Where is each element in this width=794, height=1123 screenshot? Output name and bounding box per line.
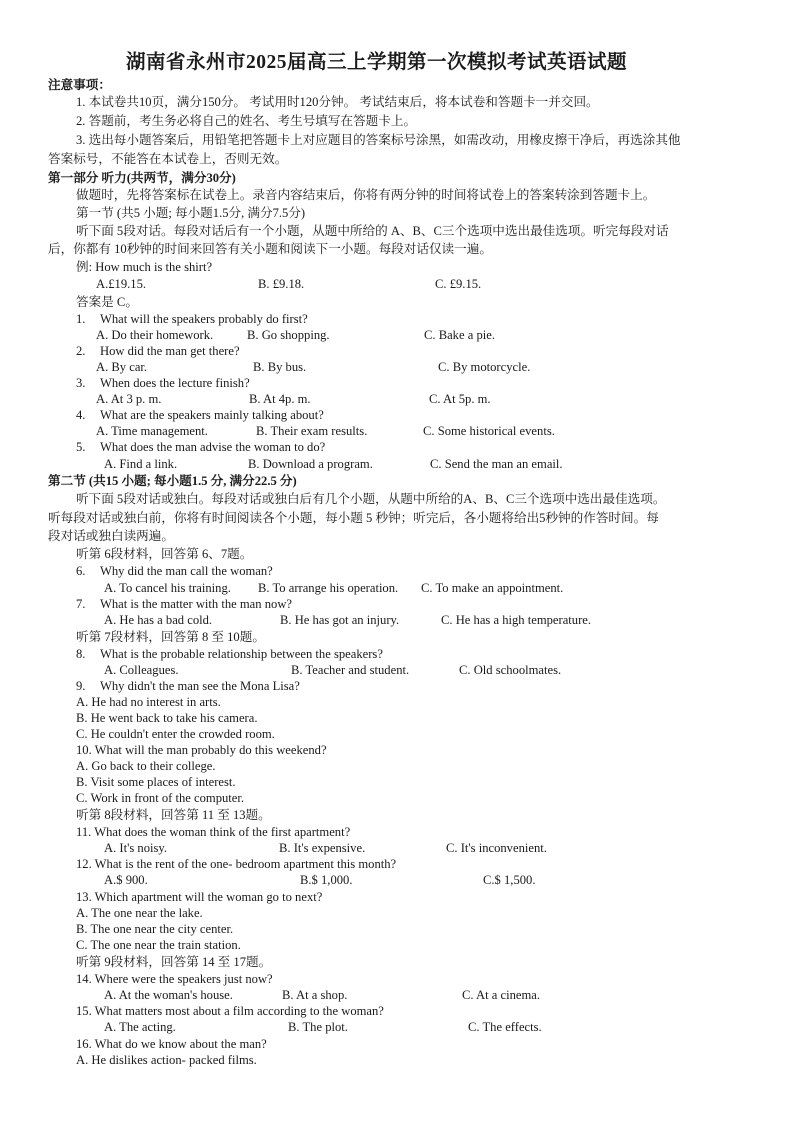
option-c: C. At a cinema. [462,988,540,1002]
question-text: 16. What do we know about the man? [76,1037,267,1051]
question-text: What is the probable relationship between the speakers? [100,647,383,661]
section1-instructions-cont: 后，你都有 10秒钟的时间来回答有关小题和阅读下一小题。每段对话仅读一遍。 [48,242,492,256]
option-c: C. The one near the train station. [76,938,241,952]
question-text: Why did the man call the woman? [100,564,273,578]
question-text: 11. What does the woman think of the first apartment? [76,825,351,839]
question-number: 9. [76,679,86,693]
option-c: C. Bake a pie. [424,328,495,342]
option-a: A. He dislikes action- packed films. [76,1053,257,1067]
option-a: A. Colleagues. [104,663,179,677]
option-b: B. To arrange his operation. [258,581,399,595]
option-a: A. Find a link. [104,457,178,471]
section2-heading: 第二节 (共15 小题; 每小题1.5 分, 满分22.5 分) [48,474,297,488]
option-c: C. Some historical events. [423,424,555,438]
option-a: A. He had no interest in arts. [76,695,221,709]
notice-item-3: 3. 选出每小题答案后，用铅笔把答题卡上对应题目的答案标号涂黑，如需改动，用橡皮擦干净后，再选涂其他 [76,133,681,147]
option-b: B. Visit some places of interest. [76,775,236,789]
option-a: A. Go back to their college. [76,759,216,773]
option-c: C. Work in front of the computer. [76,791,245,805]
option-c: C. It's inconvenient. [446,841,547,855]
question-number: 2. [76,344,86,358]
option-a: A. The acting. [104,1020,176,1034]
section2-instructions: 听下面 5段对话或独白。每段对话或独白后有几个小题，从题中所给的A、B、C三个选项中选出最佳选项。 [76,492,666,506]
option-c: C. Old schoolmates. [459,663,562,677]
page-title: 湖南省永州市2025届高三上学期第一次模拟考试英语试题 [126,52,628,73]
option-c: C. He has a high temperature. [441,613,592,627]
part1-intro: 做题时，先将答案标在试卷上。录音内容结束后，你将有两分钟的时间将试卷上的答案转涂到答题卡上。 [76,188,656,202]
question-text: Why didn't the man see the Mona Lisa? [100,679,300,693]
option-a: A. At the woman's house. [104,988,233,1002]
option-b: B. Teacher and student. [291,663,410,677]
material-heading: 听第 6段材料，回答第 6、7题。 [76,547,253,561]
question-number: 7. [76,597,86,611]
option-b: B. Go shopping. [247,328,330,342]
example-option-a: A.£19.15. [96,277,147,291]
option-b: B. At a shop. [282,988,348,1002]
section1-heading: 第一节 (共5 小题; 每小题1.5分, 满分7.5分) [76,206,306,220]
option-b: B. By bus. [253,360,307,374]
option-a: A. Do their homework. [96,328,214,342]
notice-heading: 注意事项： [48,78,111,92]
example-option-b: B. £9.18. [258,277,305,291]
option-a: A. The one near the lake. [76,906,203,920]
section2-instructions-cont: 听每段对话或独白前，你将有时间阅读各个小题，每小题 5 秒钟；听完后，各小题将给出5秒钟的作答时间。每 [48,511,659,525]
material-heading: 听第 7段材料，回答第 8 至 10题。 [76,630,265,644]
material-heading: 听第 8段材料，回答第 11 至 13题。 [76,808,271,822]
notice-item-2: 2. 答题前，考生务必将自己的姓名、考生号填写在答题卡上。 [76,114,417,128]
section2-instructions-cont: 段对话或独白读两遍。 [48,529,174,543]
option-a: A. At 3 p. m. [96,392,162,406]
option-c: C. At 5p. m. [429,392,491,406]
option-a: A. He has a bad cold. [104,613,213,627]
option-c: C. The effects. [468,1020,542,1034]
option-b: B. Their exam results. [256,424,368,438]
question-number: 1. [76,312,86,326]
option-b: B. The one near the city center. [76,922,234,936]
question-text: 15. What matters most about a film according to the woman? [76,1004,384,1018]
option-a: A. To cancel his training. [104,581,231,595]
question-number: 8. [76,647,86,661]
option-b: B. He went back to take his camera. [76,711,258,725]
option-b: B. Download a program. [248,457,373,471]
example-answer: 答案是 C。 [76,295,138,309]
question-number: 4. [76,408,86,422]
question-text: What are the speakers mainly talking about? [100,408,324,422]
option-b: B.$ 1,000. [300,873,353,887]
notice-item-1: 1. 本试卷共10页，满分150分。 考试用时120分钟。 考试结束后，将本试卷和答题卡一并交回。 [76,95,599,109]
question-number: 6. [76,564,86,578]
option-a: A.$ 900. [104,873,148,887]
question-text: 12. What is the rent of the one- bedroom apartment this month? [76,857,397,871]
question-text: 13. Which apartment will the woman go to next? [76,890,323,904]
question-number: 3. [76,376,86,390]
option-c: C. Send the man an email. [430,457,563,471]
example-question: 例: How much is the shirt? [76,260,213,274]
option-b: B. The plot. [288,1020,348,1034]
option-b: B. At 4p. m. [249,392,311,406]
question-text: What is the matter with the man now? [100,597,292,611]
option-b: B. He has got an injury. [280,613,400,627]
option-c: C. He couldn't enter the crowded room. [76,727,275,741]
material-heading: 听第 9段材料，回答第 14 至 17题。 [76,955,272,969]
question-text: 10. What will the man probably do this weekend? [76,743,327,757]
option-a: A. By car. [96,360,148,374]
question-text: How did the man get there? [100,344,240,358]
question-number: 5. [76,440,86,454]
part1-heading: 第一部分 听力(共两节，满分30分) [48,171,236,185]
question-text: What does the man advise the woman to do? [100,440,326,454]
option-a: A. It's noisy. [104,841,168,855]
option-c: C. To make an appointment. [421,581,564,595]
question-text: 14. Where were the speakers just now? [76,972,273,986]
option-a: A. Time management. [96,424,208,438]
option-c: C.$ 1,500. [483,873,536,887]
example-option-c: C. £9.15. [435,277,482,291]
notice-item-3-cont: 答案标号，不能答在本试卷上，否则无效。 [48,152,288,166]
option-c: C. By motorcycle. [438,360,531,374]
option-b: B. It's expensive. [279,841,366,855]
question-text: What will the speakers probably do first? [100,312,308,326]
section1-instructions: 听下面 5段对话。每段对话后有一个小题，从题中所给的 A、B、C三个选项中选出最佳选项。听完每段对话 [76,224,669,238]
question-text: When does the lecture finish? [100,376,250,390]
